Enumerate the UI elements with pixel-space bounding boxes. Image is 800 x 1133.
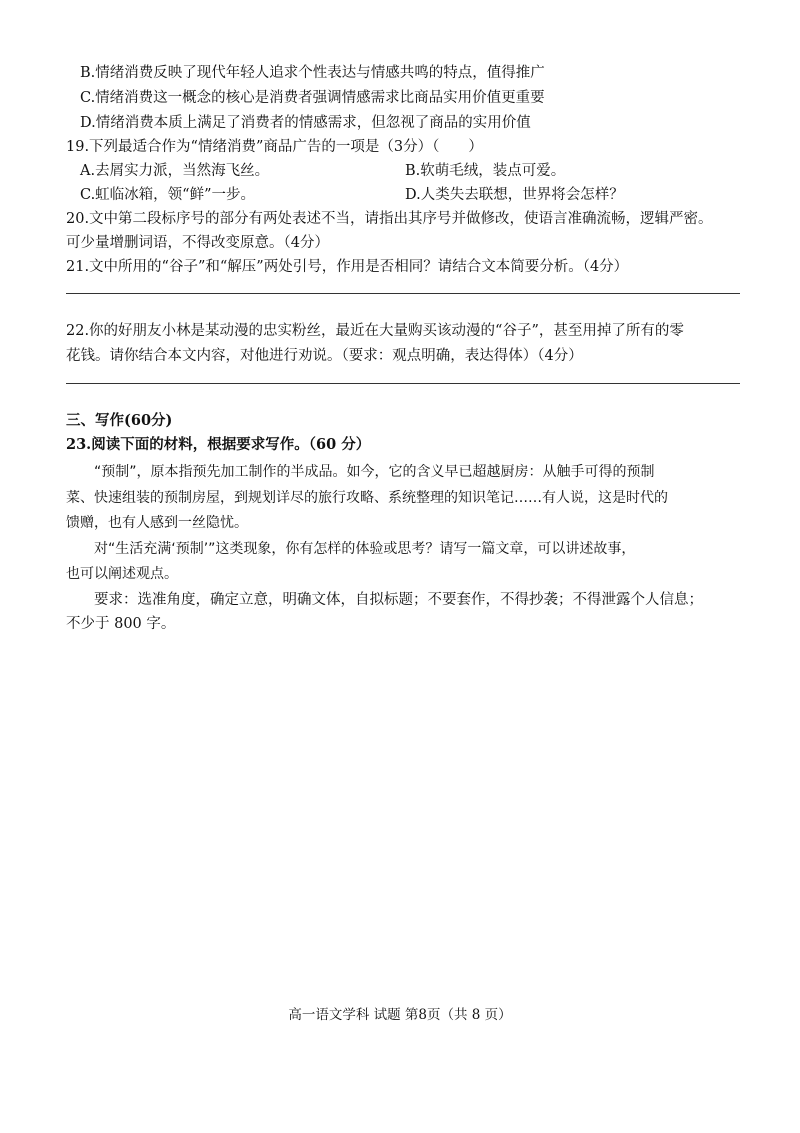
- material-para1-line3: 馈赠，也有人感到一丝隐忧。: [66, 515, 248, 531]
- material-para2-line1: 对“生活充满‘预制’”这类现象，你有怎样的体验或思考？请写一篇文章，可以讲述故事，: [94, 541, 636, 557]
- q20-line1: 20.文中第二段标序号的部分有两处表述不当，请指出其序号并做修改，使语言准确流畅，逻辑严密。: [66, 211, 713, 227]
- q22-line2: 花钱。请你结合本文内容，对他进行劝说。（要求：观点明确，表达得体）（4分）: [66, 348, 583, 364]
- material-para1-line2: 菜、快速组装的预制房屋，到规划详尽的旅行攻略、系统整理的知识笔记……有人说，这是时代的: [66, 490, 668, 506]
- material-para1-line1: “预制”，原本指预先加工制作的半成品。如今，它的含义早已超越厨房：从触手可得的预制: [94, 464, 655, 480]
- q19-option-a: A.去屑实力派，当然海飞丝。: [80, 163, 270, 179]
- section-heading-writing: 三、写作(60分): [66, 412, 173, 429]
- q18-option-c: C.情绪消费这一概念的核心是消费者强调情感需求比商品实用价值更重要: [80, 90, 545, 106]
- q22-answer-line[interactable]: [66, 383, 740, 384]
- q19-option-d: D.人类失去联想，世界将会怎样？: [405, 187, 624, 203]
- q21-line1: 21.文中所用的“谷子”和“解压”两处引号，作用是否相同？请结合文本简要分析。（4分）: [66, 259, 629, 275]
- q23-stem: 23.阅读下面的材料，根据要求写作。（60 分）: [66, 436, 371, 453]
- material-para2-line2: 也可以阐述观点。: [66, 566, 178, 582]
- q19-stem: 19.下列最适合作为“情绪消费”商品广告的一项是（3分）（ ）: [66, 139, 483, 155]
- q18-option-b: B.情绪消费反映了现代年轻人追求个性表达与情感共鸣的特点，值得推广: [80, 65, 545, 81]
- q20-line2: 可少量增删词语，不得改变原意。（4分）: [66, 235, 329, 251]
- q18-option-d: D.情绪消费本质上满足了消费者的情感需求，但忽视了商品的实用价值: [80, 115, 531, 131]
- q21-answer-line[interactable]: [66, 293, 740, 294]
- requirements-line1: 要求：选准角度，确定立意，明确文体，自拟标题；不要套作，不得抄袭；不得泄露个人信息；: [94, 592, 703, 608]
- page-footer: 高一语文学科 试题 第8页（共 8 页）: [288, 1007, 512, 1023]
- q19-option-b: B.软萌毛绒，装点可爱。: [405, 163, 566, 179]
- q22-line1: 22.你的好朋友小林是某动漫的忠实粉丝，最近在大量购买该动漫的“谷子”，甚至用掉了所有的零: [66, 323, 684, 339]
- q19-option-c: C.虹临冰箱，领“鲜”一步。: [80, 187, 256, 203]
- requirements-line2: 不少于 800 字。: [66, 616, 176, 632]
